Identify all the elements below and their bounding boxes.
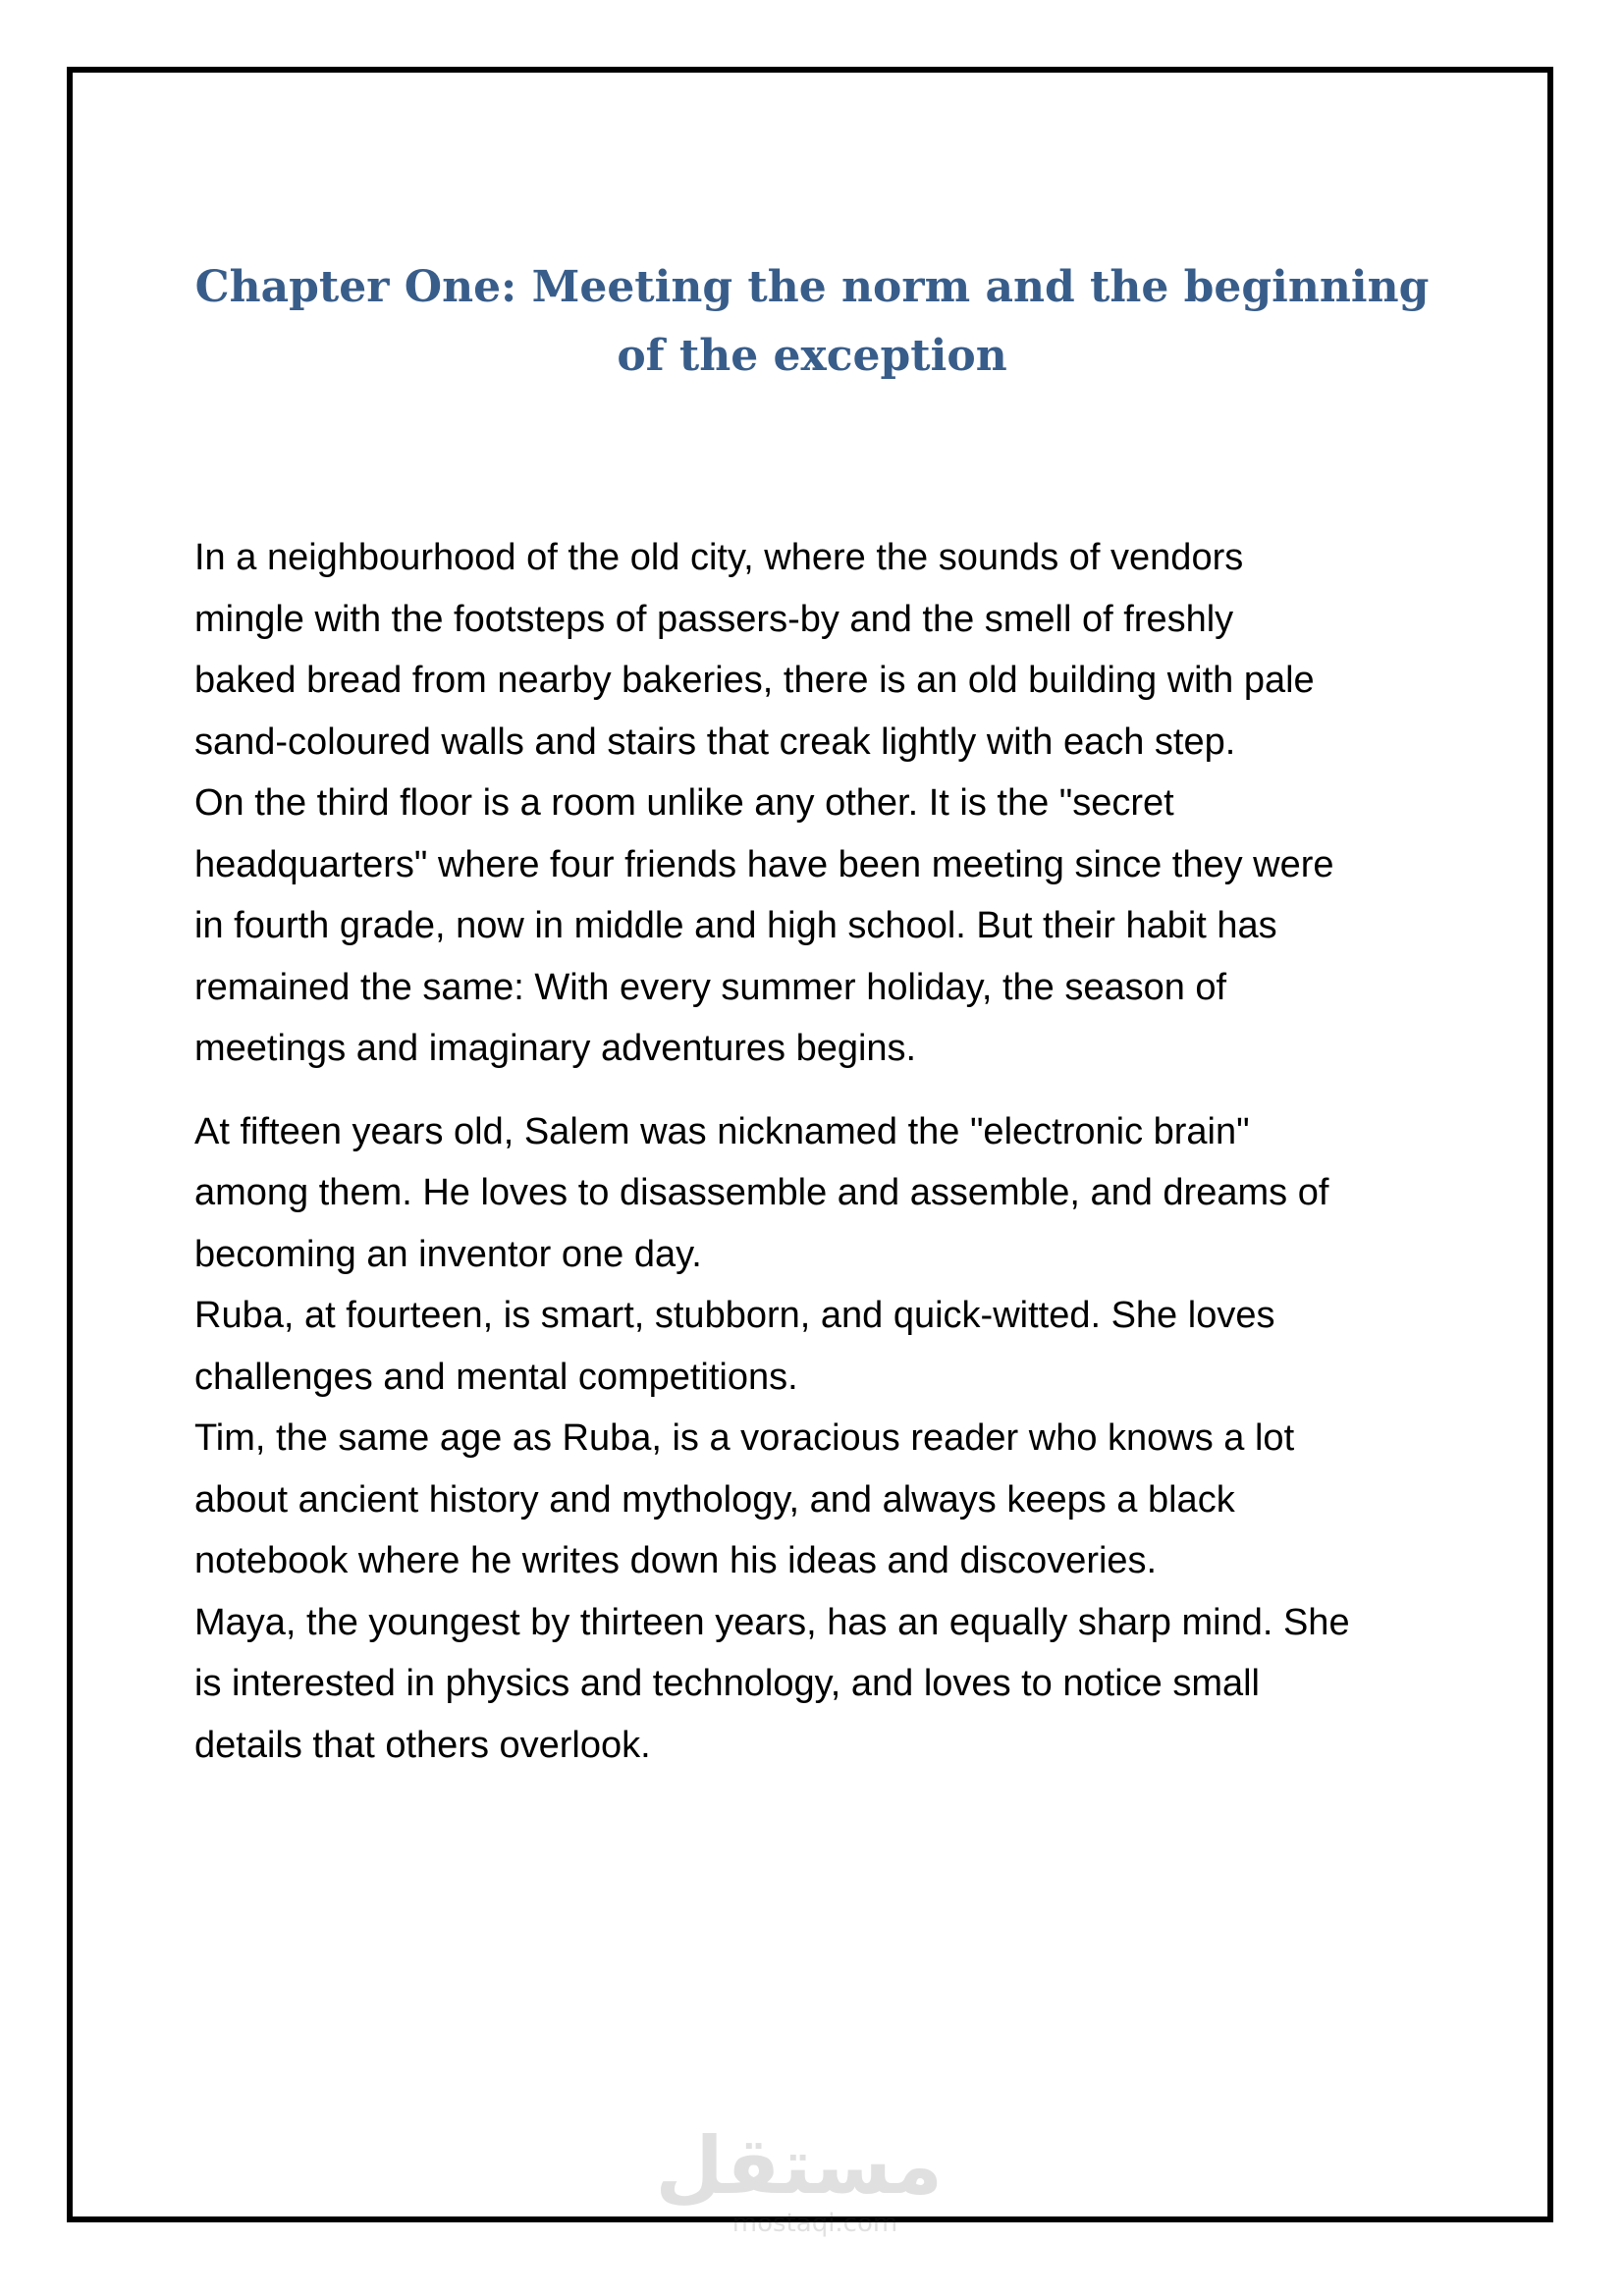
text-line: challenges and mental competitions. bbox=[194, 1356, 798, 1398]
text-line: is interested in physics and technology, and loves to notice small bbox=[194, 1663, 1261, 1704]
text-line: Ruba, at fourteen, is smart, stubborn, and quick-witted. She loves bbox=[194, 1295, 1275, 1336]
text-line: about ancient history and mythology, and always keeps a black bbox=[194, 1478, 1235, 1521]
text-line: In a neighbourhood of the old city, where the sounds of vendors bbox=[194, 537, 1244, 578]
text-line: notebook where he writes down his ideas and discoveries. bbox=[194, 1540, 1158, 1581]
body-text bbox=[194, 527, 1461, 1776]
text-line: On the third floor is a room unlike any other. It is the "secret bbox=[194, 782, 1174, 824]
text-line: sand-coloured walls and stairs that creak lightly with each step. bbox=[194, 721, 1236, 763]
text-line: in fourth grade, now in middle and high school. But their habit has bbox=[194, 905, 1277, 946]
text-line: baked bread from nearby bakeries, there is an old building with pale bbox=[194, 660, 1315, 701]
watermark bbox=[655, 2120, 943, 2242]
watermark-logo: مستقل bbox=[655, 2120, 943, 2212]
text-line: meetings and imaginary adventures begins. bbox=[194, 1028, 917, 1069]
text-line: becoming an inventor one day. bbox=[194, 1233, 702, 1275]
text-line: details that others overlook. bbox=[194, 1724, 651, 1766]
watermark-url: mostaql.com bbox=[731, 2209, 898, 2238]
text-line: among them. He loves to disassemble and assemble, and dreams of bbox=[194, 1172, 1329, 1213]
text-line: Tim, the same age as Ruba, is a voracious reader who knows a lot bbox=[194, 1417, 1295, 1459]
paragraph-1 bbox=[194, 527, 1461, 1080]
text-line: remained the same: With every summer holiday, the season of bbox=[194, 966, 1227, 1008]
text-line: Maya, the youngest by thirteen years, has an equally sharp mind. She bbox=[194, 1601, 1350, 1643]
text-line: headquarters" where four friends have been meeting since they were bbox=[194, 843, 1334, 885]
chapter-title: Chapter One: Meeting the norm and the beginning of the exception bbox=[194, 262, 1430, 381]
text-line: mingle with the footsteps of passers-by and the smell of freshly bbox=[194, 598, 1234, 640]
text-line: At fifteen years old, Salem was nicknamed the "electronic brain" bbox=[194, 1110, 1250, 1152]
paragraph-2 bbox=[194, 1101, 1461, 1777]
